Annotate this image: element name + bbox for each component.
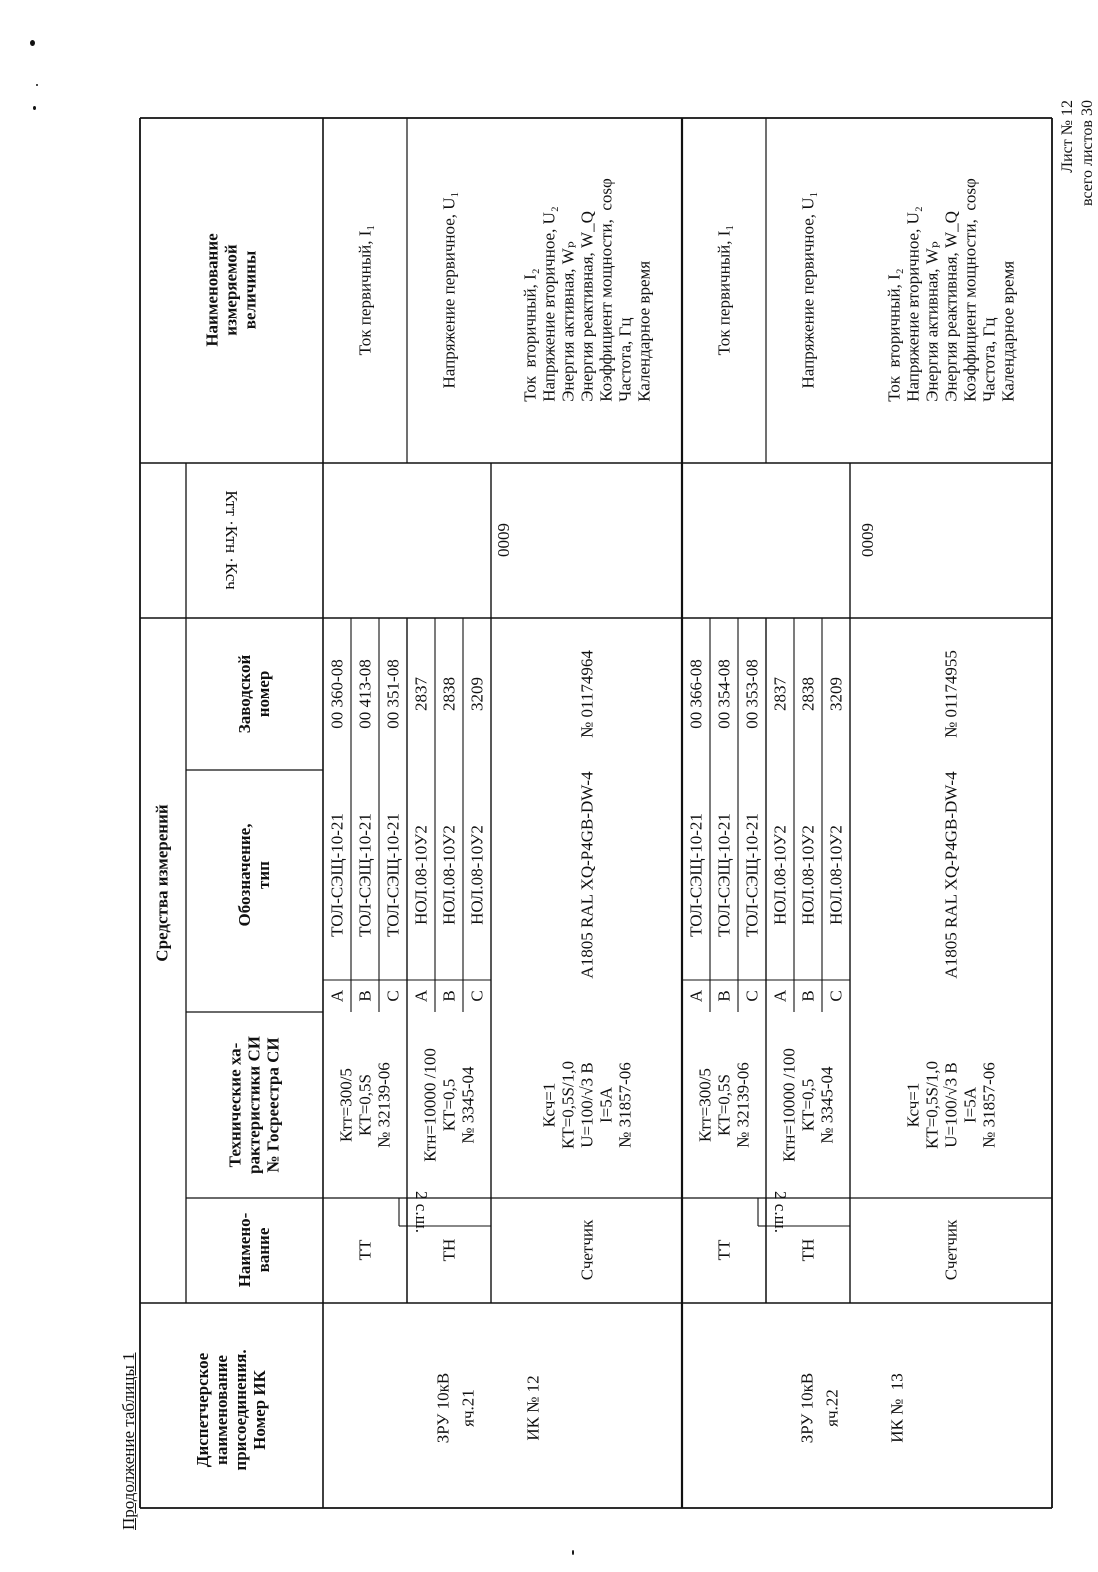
tn-serial-number: 2838 <box>439 677 459 711</box>
tt-device-type: ТОЛ-СЭЩ-10-21 <box>383 813 403 937</box>
tt-serial-number: 00 354-08 <box>714 659 734 729</box>
header-tech-characteristics: Технические ха- рактеристики СИ № Госреестра СИ <box>225 1036 283 1174</box>
tn-device-type: НОЛ.08-10У2 <box>770 825 790 925</box>
scan-speck <box>33 106 36 110</box>
tt-phase-label: C <box>383 990 403 1002</box>
quantity-primary-current: Ток первичный, I₁ <box>714 224 734 356</box>
tn-tech: Ктн=10000 /100 КТ=0,5 № 3345-04 <box>779 1048 837 1162</box>
ik-number: ИК № 13 <box>887 1373 907 1443</box>
table-caption: Продолжение таблицы 1 <box>119 1352 138 1530</box>
scan-speck <box>30 40 35 46</box>
quantity-primary-voltage: Напряжение первичное, U₁ <box>439 191 459 389</box>
header-designation-type: Обозначение, тип <box>235 823 273 927</box>
tt-name: ТТ <box>355 1239 375 1261</box>
meter-type: A1805 RAL XQ-P4GB-DW-4 <box>941 771 961 979</box>
tn-serial-number: 3209 <box>826 677 846 711</box>
tn-serial-number: 2838 <box>798 677 818 711</box>
tn-serial-number: 2837 <box>411 677 431 711</box>
tn-phase-label: A <box>770 989 790 1003</box>
header-serial-number: Заводской номер <box>235 654 273 734</box>
tn-phase-label: B <box>439 990 459 1002</box>
scan-speck <box>572 1550 574 1555</box>
tt-device-type: ТОЛ-СЭЩ-10-21 <box>742 813 762 937</box>
tn-serial-number: 2837 <box>770 677 790 711</box>
quantity-meter-list: Ток вторичный, I₂ Напряжение вторичное, U₂ Энергия активная, Wₚ Энергия реактивная, W_Q Коэффициент мощности, cosφ Частота, Гц Календарное время <box>884 178 1018 402</box>
tt-phase-label: B <box>714 990 734 1002</box>
tt-phase-label: B <box>355 990 375 1002</box>
header-measured-quantity: Наименование измеряемой величины <box>202 233 260 347</box>
tn-device-type: НОЛ.08-10У2 <box>439 825 459 925</box>
tt-serial-number: 00 353-08 <box>742 659 762 729</box>
tn-name: ТН <box>439 1238 459 1262</box>
tt-device-type: ТОЛ-СЭЩ-10-21 <box>327 813 347 937</box>
quantity-meter-list: Ток вторичный, I₂ Напряжение вторичное, U₂ Энергия активная, Wₚ Энергия реактивная, W_Q Коэффициент мощности, cosφ Частота, Гц Календарное время <box>520 178 653 402</box>
tn-tech: Ктн=10000 /100 КТ=0,5 № 3345-04 <box>420 1048 478 1162</box>
tt-phase-label: A <box>686 989 706 1003</box>
tn-device-type: НОЛ.08-10У2 <box>826 825 846 925</box>
tn-busbar-note: 2 с.ш. <box>412 1191 431 1233</box>
tn-device-type: НОЛ.08-10У2 <box>411 825 431 925</box>
header-name: Наимено- вание <box>235 1212 273 1288</box>
sheet-number-label <box>1058 100 1098 250</box>
tt-phase-label: C <box>742 990 762 1002</box>
transform-ratio-value: 6000 <box>858 523 877 557</box>
sheet-number: Лист № 12 <box>1059 100 1076 173</box>
header-measurement-means: Средства измерений <box>152 804 172 962</box>
tn-serial-number: 3209 <box>467 677 487 711</box>
tn-phase-label: C <box>826 990 846 1002</box>
sheets-total: всего листов 30 <box>1079 100 1096 207</box>
dispatch-cell: яч.22 <box>822 1389 842 1427</box>
header-dispatch-name: Диспетчерское наименование присоединения. Номер ИК <box>193 1349 269 1471</box>
tt-device-type: ТОЛ-СЭЩ-10-21 <box>686 813 706 937</box>
ik-number: ИК № 12 <box>523 1375 542 1441</box>
tt-tech: Ктт=300/5 КТ=0,5S № 32139-06 <box>695 1062 753 1148</box>
tn-device-type: НОЛ.08-10У2 <box>467 825 487 925</box>
dispatch-substation: ЗРУ 10кВ <box>797 1372 817 1444</box>
meter-name: Счетчик <box>577 1219 596 1281</box>
transform-ratio-value: 6000 <box>493 523 513 557</box>
tt-name: ТТ <box>714 1239 734 1261</box>
meter-serial-number: № 01174964 <box>577 650 596 738</box>
meter-tech: Ксч=1 КТ=0,5S/1,0 U=100/√3 В I=5А № 31857-06 <box>903 1061 999 1149</box>
dispatch-substation: ЗРУ 10кВ <box>433 1372 452 1444</box>
meter-type: A1805 RAL XQ-P4GB-DW-4 <box>577 771 596 979</box>
tt-phase-label: A <box>327 989 347 1003</box>
tn-phase-label: C <box>467 990 487 1002</box>
quantity-primary-current: Ток первичный, I₁ <box>355 224 375 356</box>
tn-phase-label: A <box>411 989 431 1003</box>
meter-serial-number: № 01174955 <box>941 650 961 738</box>
scan-speck <box>36 84 38 86</box>
quantity-primary-voltage: Напряжение первичное, U₁ <box>798 191 818 389</box>
tn-name: ТН <box>798 1238 818 1262</box>
tt-device-type: ТОЛ-СЭЩ-10-21 <box>714 813 734 937</box>
tt-serial-number: 00 366-08 <box>686 659 706 729</box>
tn-device-type: НОЛ.08-10У2 <box>798 825 818 925</box>
dispatch-cell: яч.21 <box>458 1389 477 1427</box>
meter-tech: Ксч=1 КТ=0,5S/1,0 U=100/√3 В I=5А № 31857-06 <box>539 1061 634 1149</box>
header-transform-ratio: Ктт ·Ктн ·Ксч <box>222 490 241 590</box>
tt-device-type: ТОЛ-СЭЩ-10-21 <box>355 813 375 937</box>
meter-name: Счетчик <box>941 1219 961 1281</box>
tt-serial-number: 00 413-08 <box>355 659 375 729</box>
measurement-table <box>140 118 1052 1508</box>
tn-busbar-note: 2 с.ш. <box>771 1191 790 1233</box>
tt-serial-number: 00 351-08 <box>383 659 403 729</box>
tt-serial-number: 00 360-08 <box>327 659 347 729</box>
tt-tech: Ктт=300/5 КТ=0,5S № 32139-06 <box>336 1062 394 1148</box>
tn-phase-label: B <box>798 990 818 1002</box>
